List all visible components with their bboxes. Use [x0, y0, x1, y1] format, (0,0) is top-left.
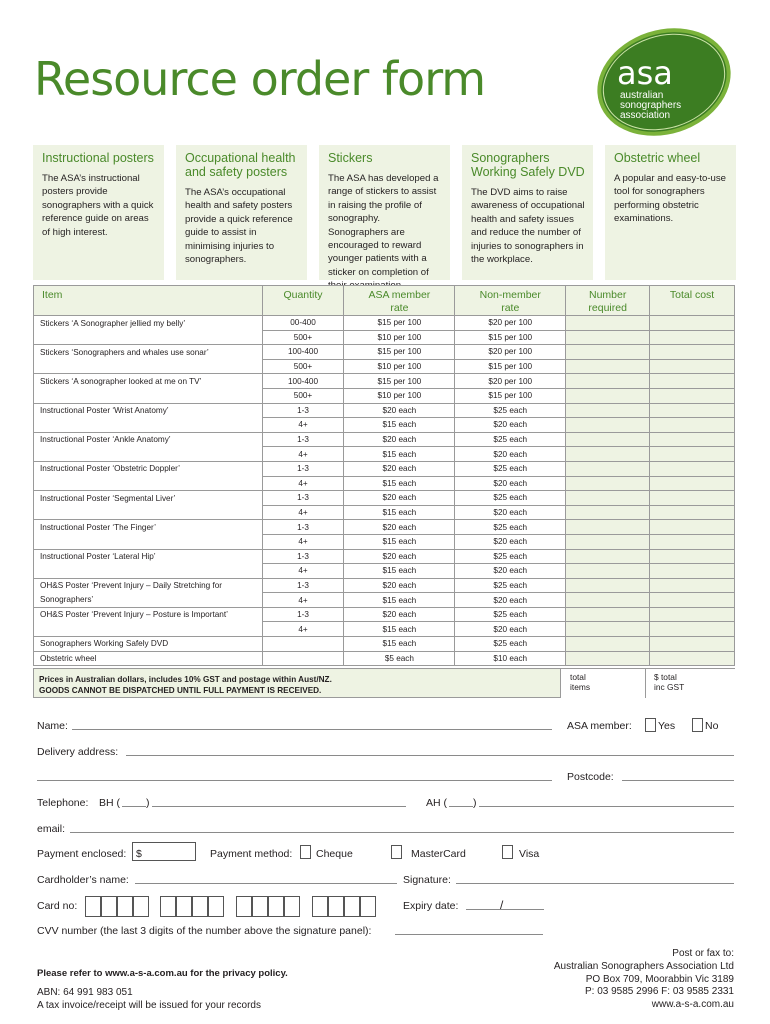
yes-label: Yes [658, 720, 676, 732]
member-rate-cell: $15 each [344, 476, 455, 491]
name-field[interactable] [72, 729, 552, 730]
total-cost-cell[interactable] [650, 505, 735, 520]
table-row [34, 578, 735, 593]
abn: ABN: 64 991 983 051 [37, 987, 133, 998]
member-rate-cell: $5 each [344, 651, 455, 666]
logo-line2: sonographers [620, 100, 682, 111]
total-cost-cell[interactable] [650, 374, 735, 389]
table-row [34, 330, 735, 345]
quantity-cell: 500+ [262, 359, 344, 374]
quantity-cell: 1-3 [262, 578, 344, 593]
nonmember-rate-cell: $25 each [455, 607, 566, 622]
total-items-cell[interactable] [560, 669, 645, 698]
item-cell: Instructional Poster ‘Wrist Anatomy’ [34, 403, 263, 418]
quantity-cell: 500+ [262, 330, 344, 345]
col-number-required: Number required [566, 286, 650, 316]
item-cell: Instructional Poster ‘Lateral Hip’ [34, 549, 263, 564]
item-cell: Instructional Poster ‘Segmental Liver’ [34, 491, 263, 506]
quantity-cell: 00-400 [262, 316, 344, 331]
member-rate-cell: $20 each [344, 491, 455, 506]
nonmember-rate-cell: $25 each [455, 403, 566, 418]
dollar-sign: $ [136, 848, 142, 860]
number-required-cell[interactable] [566, 403, 650, 418]
number-required-cell[interactable] [566, 476, 650, 491]
nonmember-rate-cell: $25 each [455, 491, 566, 506]
col-quantity: Quantity [262, 286, 344, 316]
price-note [33, 668, 735, 698]
card-digit-box[interactable] [133, 896, 149, 917]
quantity-cell: 4+ [262, 534, 344, 549]
page-title: Resource order form [34, 52, 486, 106]
payment-enclosed-label: Payment enclosed: [37, 848, 127, 860]
info-box-heading: Obstetric wheel [614, 151, 701, 165]
table-row [34, 403, 735, 418]
table-row [34, 564, 735, 579]
member-rate-cell: $15 per 100 [344, 316, 455, 331]
item-cell: Instructional Poster ‘Obstetric Doppler’ [34, 461, 263, 476]
quantity-cell: 1-3 [262, 491, 344, 506]
number-required-cell[interactable] [566, 622, 650, 637]
total-cost-cell[interactable] [650, 491, 735, 506]
item-cell: Stickers ‘Sonographers and whales use sonar’ [34, 345, 263, 360]
number-required-cell[interactable] [566, 564, 650, 579]
total-cost-cell[interactable] [650, 476, 735, 491]
table-row [34, 316, 735, 331]
item-cell: Instructional Poster ‘Ankle Anatomy’ [34, 432, 263, 447]
info-box-heading: Occupational health and safety posters [185, 151, 296, 179]
item-cell [34, 388, 263, 403]
total-cost-cell[interactable] [650, 637, 735, 652]
total-items-label: total [570, 672, 586, 682]
col-total-cost: Total cost [650, 286, 735, 316]
postcode-label: Postcode: [567, 771, 614, 783]
info-box-body: The DVD aims to raise awareness of occupational health and safety issues and reduce the number of injuries to sonographers in the workplace. [471, 187, 585, 266]
nonmember-rate-cell: $20 each [455, 447, 566, 462]
note-line1: Prices in Australian dollars, includes 10% GST and postage within Aust/NZ. [39, 675, 332, 684]
nonmember-rate-cell: $10 each [455, 651, 566, 666]
member-rate-cell: $20 each [344, 607, 455, 622]
no-label: No [705, 720, 719, 732]
tax-note: A tax invoice/receipt will be issued for your records [37, 1000, 261, 1011]
mastercard-label: MasterCard [411, 848, 466, 860]
member-rate-cell: $20 each [344, 403, 455, 418]
member-rate-cell: $20 each [344, 520, 455, 535]
quantity-cell [262, 637, 344, 652]
item-cell [34, 476, 263, 491]
quantity-cell: 500+ [262, 388, 344, 403]
bh-phone-field[interactable] [152, 806, 406, 807]
col-member-rate: ASA member rate [344, 286, 455, 316]
quantity-cell: 100-400 [262, 374, 344, 389]
table-row [34, 607, 735, 622]
table-row [34, 593, 735, 608]
quantity-cell [262, 651, 344, 666]
ah-phone-field[interactable] [479, 806, 734, 807]
member-rate-cell: $15 each [344, 593, 455, 608]
table-row [34, 345, 735, 360]
item-cell: Stickers ‘A sonographer looked at me on TV’ [34, 374, 263, 389]
table-row [34, 418, 735, 433]
asa-member-label: ASA member: [567, 720, 632, 732]
total-cost-label: $ total [654, 672, 677, 682]
card-digit-box[interactable] [101, 896, 117, 917]
logo-line3: association [620, 110, 671, 121]
info-box [176, 145, 307, 280]
nonmember-rate-cell: $25 each [455, 461, 566, 476]
table-row [34, 520, 735, 535]
bh-area-field[interactable] [122, 806, 146, 807]
ah-close: ) [473, 797, 477, 809]
info-box-body: A popular and easy-to-use tool for sonographers performing obstetric examinations. [614, 173, 727, 225]
total-cost-cell[interactable] [650, 651, 735, 666]
mastercard-checkbox[interactable] [391, 845, 402, 859]
expiry-label: Expiry date: [403, 900, 459, 912]
info-box [319, 145, 450, 280]
item-cell [34, 622, 263, 637]
item-cell: Instructional Poster ‘The Finger’ [34, 520, 263, 535]
total-cost-cell[interactable] [650, 520, 735, 535]
member-rate-cell: $15 each [344, 564, 455, 579]
total-cost-cell[interactable] [645, 669, 735, 698]
table-row [34, 374, 735, 389]
number-required-cell[interactable] [566, 432, 650, 447]
delivery-field[interactable] [126, 755, 734, 756]
email-field[interactable] [70, 832, 734, 833]
total-cost-cell[interactable] [650, 607, 735, 622]
item-cell [34, 505, 263, 520]
info-box [605, 145, 736, 280]
total-cost-cell[interactable] [650, 388, 735, 403]
visa-label: Visa [519, 848, 540, 860]
table-row [34, 637, 735, 652]
nonmember-rate-cell: $20 each [455, 505, 566, 520]
number-required-cell[interactable] [566, 418, 650, 433]
member-rate-cell: $15 each [344, 447, 455, 462]
quantity-cell: 4+ [262, 622, 344, 637]
member-rate-cell: $10 per 100 [344, 359, 455, 374]
card-digit-box[interactable] [117, 896, 133, 917]
asa-logo [593, 26, 735, 138]
card-digit-box[interactable] [192, 896, 208, 917]
number-required-cell[interactable] [566, 534, 650, 549]
item-cell: OH&S Poster ‘Prevent Injury – Daily Stretching for [34, 578, 263, 593]
number-required-cell[interactable] [566, 578, 650, 593]
total-cost-cell[interactable] [650, 359, 735, 374]
table-row [34, 388, 735, 403]
total-cost-cell[interactable] [650, 316, 735, 331]
total-cost-cell[interactable] [650, 345, 735, 360]
bh-close: ) [146, 797, 150, 809]
phone-fax: P: 03 9585 2996 F: 03 9585 2331 [584, 986, 734, 998]
card-digit-box[interactable] [236, 896, 252, 917]
col-nonmember-rate: Non-member rate [455, 286, 566, 316]
ah-area-field[interactable] [449, 806, 473, 807]
total-items-label2: items [570, 682, 591, 692]
total-cost-cell[interactable] [650, 578, 735, 593]
info-box [33, 145, 164, 280]
note-line2: GOODS CANNOT BE DISPATCHED UNTIL FULL PAYMENT IS RECEIVED. [39, 686, 322, 695]
quantity-cell: 4+ [262, 564, 344, 579]
nonmember-rate-cell: $20 each [455, 418, 566, 433]
logo-line1: australian [620, 90, 664, 101]
table-row [34, 534, 735, 549]
card-no-label: Card no: [37, 900, 78, 912]
quantity-cell: 4+ [262, 476, 344, 491]
number-required-cell[interactable] [566, 549, 650, 564]
cheque-label: Cheque [316, 848, 353, 860]
quantity-cell: 1-3 [262, 607, 344, 622]
card-digit-box[interactable] [360, 896, 376, 917]
card-digit-box[interactable] [328, 896, 344, 917]
member-rate-cell: $20 each [344, 578, 455, 593]
total-cost-cell[interactable] [650, 403, 735, 418]
total-cost-cell[interactable] [650, 622, 735, 637]
cvv-field[interactable] [395, 934, 543, 935]
number-required-cell[interactable] [566, 637, 650, 652]
table-row [34, 622, 735, 637]
member-rate-cell: $15 each [344, 637, 455, 652]
card-digit-box[interactable] [268, 896, 284, 917]
member-rate-cell: $20 each [344, 461, 455, 476]
website: www.a-s-a.com.au [651, 999, 734, 1011]
telephone-label: Telephone: [37, 797, 89, 809]
item-cell [34, 359, 263, 374]
postal-address [554, 948, 734, 1012]
item-cell: OH&S Poster ‘Prevent Injury – Posture is Important’ [34, 607, 263, 622]
number-required-cell[interactable] [566, 316, 650, 331]
nonmember-rate-cell: $15 per 100 [455, 359, 566, 374]
total-cost-cell[interactable] [650, 432, 735, 447]
nonmember-rate-cell: $20 per 100 [455, 345, 566, 360]
member-yes-checkbox[interactable] [645, 718, 656, 732]
card-digit-box[interactable] [284, 896, 300, 917]
item-cell [34, 564, 263, 579]
item-cell [34, 330, 263, 345]
item-cell [34, 534, 263, 549]
table-row [34, 549, 735, 564]
item-cell: Obstetric wheel [34, 651, 263, 666]
nonmember-rate-cell: $25 each [455, 637, 566, 652]
expiry-separator: / [500, 898, 504, 912]
name-label: Name: [37, 720, 68, 732]
quantity-cell: 1-3 [262, 549, 344, 564]
cardholder-field[interactable] [135, 883, 397, 884]
col-item: Item [34, 286, 263, 316]
number-required-cell[interactable] [566, 607, 650, 622]
info-box-body: The ASA’s occupational health and safety posters provide a quick reference guide to assist in minimising injuries to sonographers. [185, 187, 293, 266]
quantity-cell: 4+ [262, 447, 344, 462]
quantity-cell: 1-3 [262, 520, 344, 535]
info-box-body: The ASA’s instructional posters provide sonographers with a quick reference guide on areas of high interest. [42, 173, 154, 238]
total-cost-cell[interactable] [650, 330, 735, 345]
nonmember-rate-cell: $25 each [455, 520, 566, 535]
number-required-cell[interactable] [566, 593, 650, 608]
card-digit-box[interactable] [344, 896, 360, 917]
total-cost-cell[interactable] [650, 549, 735, 564]
item-cell [34, 418, 263, 433]
info-box-heading: Instructional posters [42, 151, 154, 165]
nonmember-rate-cell: $15 per 100 [455, 330, 566, 345]
total-cost-label2: inc GST [654, 682, 685, 692]
nonmember-rate-cell: $20 each [455, 534, 566, 549]
item-cell: Stickers ‘A Sonographer jellied my belly’ [34, 316, 263, 331]
number-required-cell[interactable] [566, 345, 650, 360]
member-rate-cell: $15 per 100 [344, 374, 455, 389]
table-row [34, 461, 735, 476]
card-digit-box[interactable] [252, 896, 268, 917]
nonmember-rate-cell: $25 each [455, 578, 566, 593]
item-cell [34, 447, 263, 462]
nonmember-rate-cell: $20 per 100 [455, 374, 566, 389]
table-row [34, 359, 735, 374]
table-row [34, 491, 735, 506]
expiry-field[interactable] [466, 909, 544, 910]
quantity-cell: 1-3 [262, 432, 344, 447]
quantity-cell: 4+ [262, 418, 344, 433]
ah-label: AH ( [426, 797, 447, 809]
visa-checkbox[interactable] [502, 845, 513, 859]
item-cell: Sonographers’ [34, 593, 263, 608]
signature-field[interactable] [456, 883, 734, 884]
table-row [34, 505, 735, 520]
member-rate-cell: $15 each [344, 622, 455, 637]
nonmember-rate-cell: $25 each [455, 549, 566, 564]
info-boxes [33, 145, 735, 280]
number-required-cell[interactable] [566, 651, 650, 666]
postcode-field[interactable] [622, 780, 734, 781]
nonmember-rate-cell: $20 each [455, 622, 566, 637]
nonmember-rate-cell: $25 each [455, 432, 566, 447]
quantity-cell: 4+ [262, 505, 344, 520]
table-row [34, 432, 735, 447]
signature-label: Signature: [403, 874, 451, 886]
total-cost-cell[interactable] [650, 593, 735, 608]
nonmember-rate-cell: $15 per 100 [455, 388, 566, 403]
member-rate-cell: $15 per 100 [344, 345, 455, 360]
number-required-cell[interactable] [566, 330, 650, 345]
item-cell: Sonographers Working Safely DVD [34, 637, 263, 652]
info-box-heading: Sonographers Working Safely DVD [471, 151, 585, 179]
cheque-checkbox[interactable] [300, 845, 311, 859]
table-row [34, 651, 735, 666]
delivery-field-2[interactable] [37, 780, 552, 781]
member-rate-cell: $20 each [344, 549, 455, 564]
nonmember-rate-cell: $20 per 100 [455, 316, 566, 331]
number-required-cell[interactable] [566, 491, 650, 506]
nonmember-rate-cell: $20 each [455, 564, 566, 579]
info-box [462, 145, 593, 280]
total-cost-cell[interactable] [650, 418, 735, 433]
email-label: email: [37, 823, 66, 835]
number-required-cell[interactable] [566, 505, 650, 520]
number-required-cell[interactable] [566, 359, 650, 374]
total-cost-cell[interactable] [650, 564, 735, 579]
po-box: PO Box 709, Moorabbin Vic 3189 [585, 973, 734, 985]
card-digit-box[interactable] [85, 896, 101, 917]
table-header-row [34, 286, 735, 316]
member-rate-cell: $15 each [344, 418, 455, 433]
logo-mark: asa [617, 54, 673, 92]
table-row [34, 447, 735, 462]
table-row [34, 476, 735, 491]
member-rate-cell: $15 each [344, 534, 455, 549]
card-digit-box[interactable] [208, 896, 224, 917]
card-digit-box[interactable] [176, 896, 192, 917]
quantity-cell: 100-400 [262, 345, 344, 360]
quantity-cell: 1-3 [262, 461, 344, 476]
info-box-body: The ASA has developed a range of stickers to assist in raising the profile of sonography. Sonographers are encouraged to reward younger patients with a sticker on completion of [328, 173, 439, 278]
card-digit-box[interactable] [160, 896, 176, 917]
number-required-cell[interactable] [566, 461, 650, 476]
number-required-cell[interactable] [566, 374, 650, 389]
org-name: Australian Sonographers Association Ltd [553, 960, 734, 972]
info-box-heading: Stickers [328, 151, 373, 165]
cardholder-label: Cardholder’s name: [37, 874, 129, 886]
total-cost-cell[interactable] [650, 447, 735, 462]
bh-label: BH ( [99, 797, 120, 809]
member-rate-cell: $10 per 100 [344, 388, 455, 403]
order-table [33, 285, 735, 666]
quantity-cell: 4+ [262, 593, 344, 608]
post-title: Post or fax to: [672, 948, 734, 959]
payment-method-label: Payment method: [210, 848, 293, 860]
quantity-cell: 1-3 [262, 403, 344, 418]
member-rate-cell: $10 per 100 [344, 330, 455, 345]
total-cost-cell[interactable] [650, 461, 735, 476]
member-rate-cell: $15 each [344, 505, 455, 520]
cvv-label: CVV number (the last 3 digits of the number above the signature panel): [37, 925, 372, 937]
number-required-cell[interactable] [566, 520, 650, 535]
member-no-checkbox[interactable] [692, 718, 703, 732]
total-cost-cell[interactable] [650, 534, 735, 549]
number-required-cell[interactable] [566, 447, 650, 462]
delivery-label: Delivery address: [37, 746, 119, 758]
nonmember-rate-cell: $20 each [455, 476, 566, 491]
member-rate-cell: $20 each [344, 432, 455, 447]
card-digit-box[interactable] [312, 896, 328, 917]
nonmember-rate-cell: $20 each [455, 593, 566, 608]
privacy-note: Please refer to www.a-s-a.com.au for the privacy policy. [37, 968, 288, 979]
number-required-cell[interactable] [566, 388, 650, 403]
